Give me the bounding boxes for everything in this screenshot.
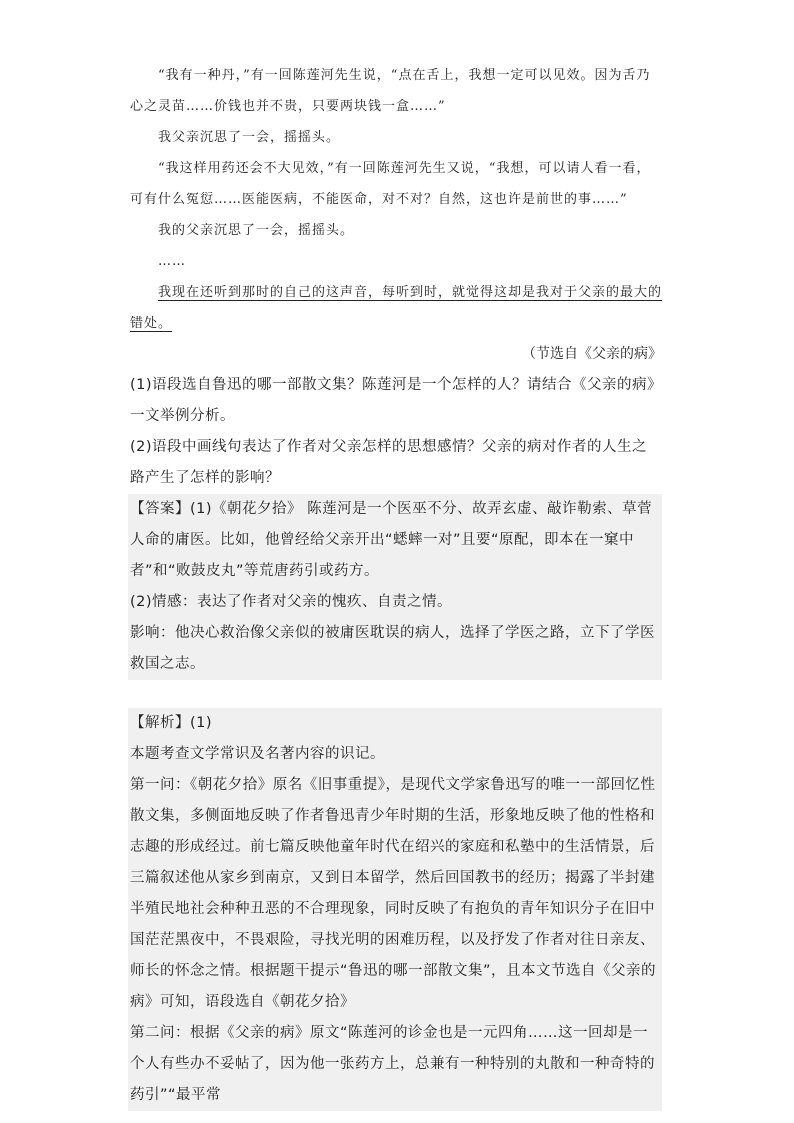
answer-block (128, 494, 662, 680)
analysis-line: 第二问：根据《父亲的病》原文“陈莲河的诊金也是一元四角……这一回却是一个人有些办不妥帖了，因为他一张药方上，总兼有一种特别的丸散和一种奇特的药引”“最平常 (130, 1025, 655, 1103)
passage-paragraph: 我父亲沉思了一会，摇摇头。 (158, 130, 341, 145)
answer-part-3: 影响：他决心救治像父亲似的被庸医耽误的病人，选择了学医之路，立下了学医救国之志。 (130, 625, 655, 672)
question-1: (1)语段选自鲁迅的哪一部散文集？陈莲河是一个怎样的人？请结合《父亲的病》一文举例分析。 (130, 377, 655, 424)
analysis-line: 第一问：《朝花夕拾》原名《旧事重提》，是现代文学家鲁迅写的唯一一部回忆性散文集，多侧面地反映了作者鲁迅青少年时期的生活，形象地反映了他的性格和志趣的形成经过。前七篇反映他童年时代在绍兴的家庭和私塾中的生活情景，后三篇叙述他从家乡到南京，又到日本留学，然后回国教书的经历；揭露了半封建半殖民地社会种种丑恶的不合理现象，同时反映了有抱负的青年知识分子在旧中国茫茫黑夜中，不畏艰险，寻找光明的困难历程，以及抒发了作者对往日亲友、师长的怀念之情。根据题干提示“鲁迅的哪一部散文集”，且本文节选自《父亲的病》可知，语段选自《朝花夕拾》 (130, 777, 657, 1010)
underlined-text: 我现在还听到那时的自己的这声音，每听到时，就觉得这却是我对于父亲的最大的错处。 (130, 285, 663, 331)
analysis-block (128, 708, 662, 1111)
passage-underlined-sentence (130, 277, 662, 339)
passage-paragraph: “我这样用药还会不大见效，”有一回陈莲河先生又说，“我想，可以请人看一看，可有什么冤愆……医能医病，不能医命，对不对？自然，这也许是前世的事……” (130, 161, 651, 207)
passage-paragraph: 我的父亲沉思了一会，摇摇头。 (158, 223, 355, 238)
answer-part-1: 【答案】(1)《朝花夕拾》 陈莲河是一个医巫不分、故弄玄虚、敲诈勒索、草菅人命的庸医。比如，他曾经给父亲开出“蟋蟀一对”且要“原配，即本在一窠中者”和“败鼓皮丸”等荒唐药引或药方。 (130, 501, 653, 579)
passage-source: （节选自《父亲的病》 (522, 346, 662, 362)
analysis-line: 本题考查文学常识及名著内容的识记。 (130, 746, 385, 762)
analysis-heading: 【解析】(1) (130, 715, 213, 731)
passage-paragraph: “我有一种丹，”有一回陈莲河先生说，“点在舌上，我想一定可以见效。因为舌乃心之灵苗……价钱也并不贵，只要两块钱一盒……” (130, 68, 651, 114)
question-2: (2)语段中画线句表达了作者对父亲怎样的思想感情？父亲的病对作者的人生之路产生了怎样的影响？ (130, 439, 648, 486)
answer-part-2: (2)情感：表达了作者对父亲的愧疚、自责之情。 (130, 594, 453, 610)
spacer (130, 680, 662, 708)
document-page (130, 60, 662, 1111)
passage-ellipsis: …… (158, 254, 186, 269)
